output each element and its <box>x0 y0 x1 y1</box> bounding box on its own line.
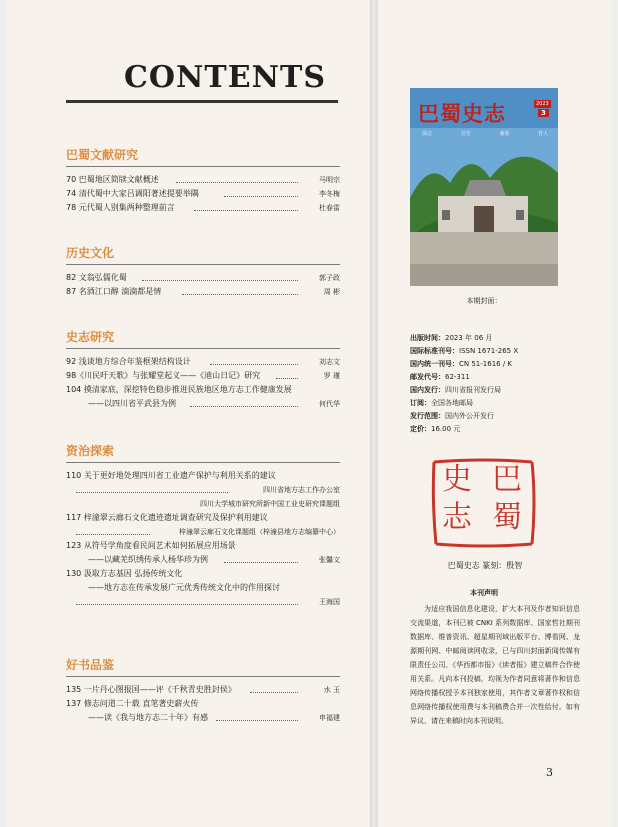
entry-title: 104 摸清家底，深挖特色稳步推进民族地区地方志工作健康发展 <box>66 385 292 394</box>
info-value: CN 51-1616 / K <box>459 360 512 368</box>
entry-author: 刘志文 <box>319 358 340 366</box>
toc-entry[interactable] <box>66 383 340 397</box>
toc-entry[interactable] <box>66 581 340 595</box>
toc-entry[interactable] <box>66 683 340 697</box>
entry-author: 李冬梅 <box>319 190 340 198</box>
publication-info <box>410 332 610 436</box>
toc-entry[interactable] <box>66 271 340 285</box>
section-local-history <box>66 328 340 411</box>
section-title: 历史文化 <box>66 246 115 260</box>
section-book-review <box>66 656 340 725</box>
entry-title: 87 名酒江口醇 滴滴都是情 <box>66 287 162 296</box>
cover-subtitle: 育人 <box>537 131 548 137</box>
entry-author: 张馨文 <box>319 556 340 564</box>
info-row <box>410 397 610 410</box>
entry-title: 117 梓潼翠云廊石文化遗迹遗址调查研究及保护利用建议 <box>66 513 268 522</box>
entry-author: 杜春雷 <box>319 204 340 212</box>
toc-entry[interactable] <box>66 201 340 215</box>
toc-entry[interactable] <box>66 187 340 201</box>
info-label: 出版时间： <box>410 334 445 342</box>
toc-entry-author-line <box>66 595 340 609</box>
entry-title: 98《川民吁天歌》与张耀堂起义——《迪山日记》研究 <box>66 371 261 380</box>
toc-entry[interactable] <box>66 369 340 383</box>
entry-author: 申福建 <box>319 714 340 722</box>
toc-entry[interactable] <box>66 697 340 711</box>
cover-year-badge: 2023 <box>536 101 549 107</box>
entry-author: 水 玉 <box>323 686 340 694</box>
info-row <box>410 410 610 423</box>
toc-entry[interactable] <box>66 173 340 187</box>
info-label: 发行范围： <box>410 412 445 420</box>
declaration-body: 为适应我国信息化建设，扩大本刊及作者知识信息交流渠道，本刊已被 CNKI 系列数据库、国家哲社期刊数据库、维普资讯、超星期刊域出版平台、博看网、龙源期刊网、中邮阅读网收录，已与四川封面新闻传媒有限责任公司、《华西都市报》《读者报》建立稿件合作使用关系。凡向本刊投稿，均视为作者同意将著作和信息网络传播权授予本刊独家使用，其作者文章著作权和信息网络传播权使用费与本刊稿费合并一次性给付。如有异议，请在来稿时向本刊说明。 <box>410 605 580 725</box>
info-row <box>410 345 610 358</box>
cover-image[interactable] <box>410 88 558 286</box>
contents-title: CONTENTS <box>124 60 327 95</box>
toc-entry[interactable] <box>66 285 340 299</box>
section-rule <box>66 676 340 677</box>
info-row <box>410 384 610 397</box>
seal-caption: 巴蜀史志 篆刻：殷智 <box>447 561 523 570</box>
section-rule <box>66 348 340 349</box>
toc-entry[interactable] <box>66 553 340 567</box>
section-title: 好书品鉴 <box>66 658 115 672</box>
info-value: 四川省报刊发行局 <box>445 386 501 394</box>
info-label: 订阅： <box>410 399 431 407</box>
toc-entry[interactable] <box>66 469 340 483</box>
section-title: 资治探索 <box>66 444 115 458</box>
info-label: 邮发代号： <box>410 373 445 381</box>
seal-char: 史 <box>442 462 472 497</box>
info-label: 定价： <box>410 425 431 433</box>
entry-author: 周 彬 <box>323 288 340 296</box>
cover-subtitle: 兼鉴 <box>499 131 510 137</box>
seal-char: 志 <box>442 500 472 535</box>
entry-title: 74 清代蜀中大家吕调阳著述提要举隅 <box>66 189 199 198</box>
entry-author: 梓潼翠云廊石文化课题组（梓潼县地方志编纂中心） <box>179 528 340 536</box>
info-value: 62-311 <box>445 373 470 381</box>
entry-author: 王海国 <box>319 598 340 606</box>
toc-entry[interactable] <box>66 567 340 581</box>
seal-char: 蜀 <box>492 500 522 535</box>
info-row <box>410 332 610 345</box>
seal-char: 巴 <box>492 462 522 497</box>
section-rule <box>66 264 340 265</box>
info-row <box>410 423 610 436</box>
entry-title: ——地方志在传承发展广元优秀传统文化中的作用探讨 <box>88 583 280 592</box>
seal-stamp <box>428 454 540 552</box>
entry-author: 何代华 <box>319 400 340 408</box>
entry-title: 135 一片丹心图报国——评《千秋青史胜封侯》 <box>66 685 236 694</box>
info-value: ISSN 1671-265 X <box>459 347 519 355</box>
info-label: 国内统一刊号： <box>410 360 459 368</box>
entry-author: 郭子政 <box>319 274 340 282</box>
cover-subtitle: 宣史 <box>460 131 471 137</box>
section-bashu-literature <box>66 146 340 215</box>
cover-title: 巴蜀史志 <box>418 102 506 126</box>
entry-title: 78 元代蜀人别集两种整理前言 <box>66 203 175 212</box>
toc-entry[interactable] <box>66 539 340 553</box>
entry-title: 130 汲取方志基因 弘扬传统文化 <box>66 569 183 578</box>
entry-title: 137 修志问道二十载 直笔著史薪火传 <box>66 699 199 708</box>
cover-issue-badge: 3 <box>538 109 549 117</box>
page-number: 3 <box>546 766 553 779</box>
section-title: 史志研究 <box>66 330 115 344</box>
info-value: 全国各地邮局 <box>431 399 473 407</box>
info-row <box>410 358 610 371</box>
toc-entry-author-line <box>66 497 340 511</box>
info-value: 16.00 元 <box>431 425 461 433</box>
toc-entry[interactable] <box>66 711 340 725</box>
info-label: 国际标准刊号： <box>410 347 459 355</box>
entry-title: ——以藏羌织绣传承人杨华珍为例 <box>88 555 208 564</box>
cover-caption: 本期封面： <box>466 297 502 305</box>
entry-title: 110 关于更好地处理四川省工业遗产保护与利用关系的建议 <box>66 471 276 480</box>
toc-entry[interactable] <box>66 397 340 411</box>
entry-author: 四川省地方志工作办公室 <box>263 486 340 494</box>
book-gutter <box>370 0 378 827</box>
info-value: 国内外公开发行 <box>445 412 494 420</box>
toc-entry[interactable] <box>66 511 340 525</box>
section-title: 巴蜀文献研究 <box>66 148 139 162</box>
info-row <box>410 371 610 384</box>
cover-subtitle-row <box>422 130 548 137</box>
section-rule <box>66 462 340 463</box>
info-value: 2023 年 06 月 <box>445 334 493 342</box>
cover-subtitle: 探志 <box>422 131 433 137</box>
entry-author: 马明宗 <box>319 176 340 184</box>
declaration-title: 本刊声明 <box>470 589 498 597</box>
toc-entry[interactable] <box>66 355 340 369</box>
toc-entry-author-line <box>66 483 340 497</box>
entry-title: 70 巴蜀地区简牍文献概述 <box>66 175 159 184</box>
entry-title: 123 从符号学角度看民间艺术如何拓展应用场景 <box>66 541 236 550</box>
entry-title: 92 浅谈地方综合年鉴框架结构设计 <box>66 357 191 366</box>
contents-rule <box>66 100 338 103</box>
entry-author: 罗 瑾 <box>323 372 340 380</box>
entry-title: 82 文翁弘儒化蜀 <box>66 273 127 282</box>
section-rule <box>66 166 340 167</box>
section-governance <box>66 442 340 609</box>
entry-title: ——以四川省平武县为例 <box>88 399 176 408</box>
entry-title: ——读《我与地方志二十年》有感 <box>88 713 208 722</box>
toc-entry-author-line <box>66 525 340 539</box>
entry-author: 四川大学城市研究所新中国工业史研究课题组 <box>200 500 340 508</box>
info-label: 国内发行： <box>410 386 445 394</box>
section-history-culture <box>66 244 340 299</box>
